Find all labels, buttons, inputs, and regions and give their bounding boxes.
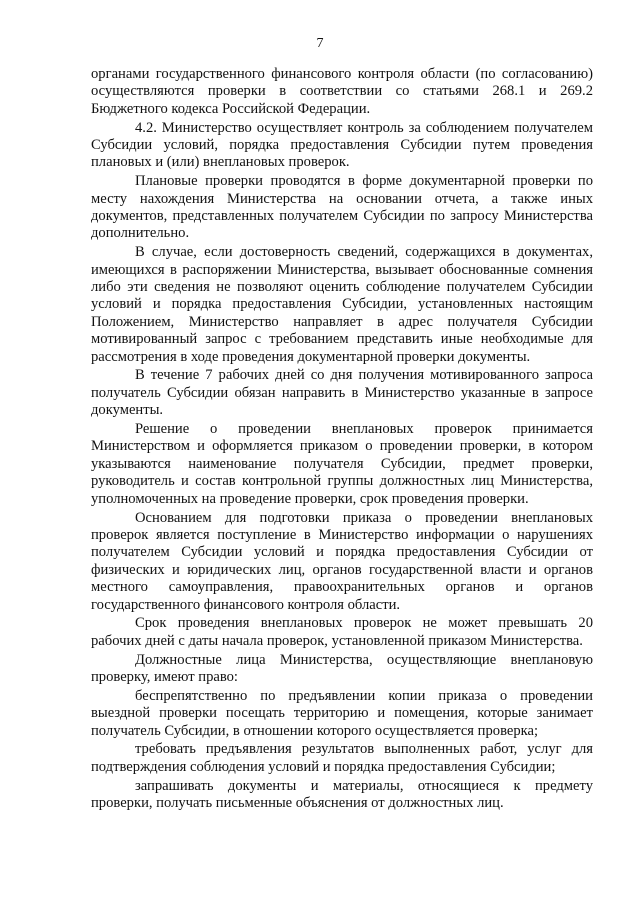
paragraph: Плановые проверки проводятся в форме документарной проверки по месту нахождения Министерства на основании отчета, а также иных документов, представленных получателем Субсидии по запросу Министерства дополнительно. — [91, 173, 593, 242]
list-item: беспрепятственно по предъявлении копии приказа о проведении выездной проверки посещать территорию и помещения, которые занимает получатель Субсидии, в отношении которого осуществляется проверка; — [91, 687, 593, 739]
paragraph-4-2: 4.2. Министерство осуществляет контроль за соблюдением получателем Субсидии условий, порядка предоставления Субсидии путем проведения плановых и (или) внеплановых проверок. — [91, 119, 593, 171]
paragraph: Основанием для подготовки приказа о проведении внеплановых проверок является поступление в Министерство информации о нарушениях получателем Субсидии условий и порядка предоставления Субсидии от физических и юридических лиц, органов государственной власти и органов местного самоуправления, правоохранительных органов и органов государственного финансового контроля области. — [91, 509, 593, 613]
paragraph: Решение о проведении внеплановых проверок принимается Министерством и оформляется приказом о проведении проверки, в котором указываются наименование получателя Субсидии, предмет проверки, руководитель и состав контрольной группы должностных лиц Министерства, уполномоченных на проведение проверки, срок проведения проверки. — [91, 421, 593, 507]
document-body — [91, 66, 593, 814]
paragraph: В течение 7 рабочих дней со дня получения мотивированного запроса получатель Субсидии обязан направить в Министерство указанные в запросе документы. — [91, 367, 593, 419]
page-number: 7 — [316, 36, 324, 51]
paragraph-continuation: органами государственного финансового контроля области (по согласованию) осуществляются проверки в соответствии со статьями 268.1 и 269.2 Бюджетного кодекса Российской Федерации. — [91, 66, 593, 117]
list-item: запрашивать документы и материалы, относящиеся к предмету проверки, получать письменные объяснения от должностных лиц. — [91, 777, 593, 811]
paragraph: В случае, если достоверность сведений, содержащихся в документах, имеющихся в распоряжении Министерства, вызывает обоснованные сомнения либо эти сведения не позволяют оценить соблюдение получателем Субсидии условий и порядка предоставления Субсидии, установленных настоящим Положением, Министерство направляет в адрес получателя Субсидии мотивированный запрос с требованием представить иные необходимые для рассмотрения в ходе проведения документарной проверки документы. — [91, 244, 593, 365]
list-item: требовать предъявления результатов выполненных работ, услуг для подтверждения соблюдения условий и порядка предоставления Субсидии; — [91, 741, 593, 775]
paragraph: Срок проведения внеплановых проверок не может превышать 20 рабочих дней с даты начала проверок, установленной приказом Министерства. — [91, 615, 593, 649]
paragraph: Должностные лица Министерства, осуществляющие внеплановую проверку, имеют право: — [91, 651, 593, 685]
